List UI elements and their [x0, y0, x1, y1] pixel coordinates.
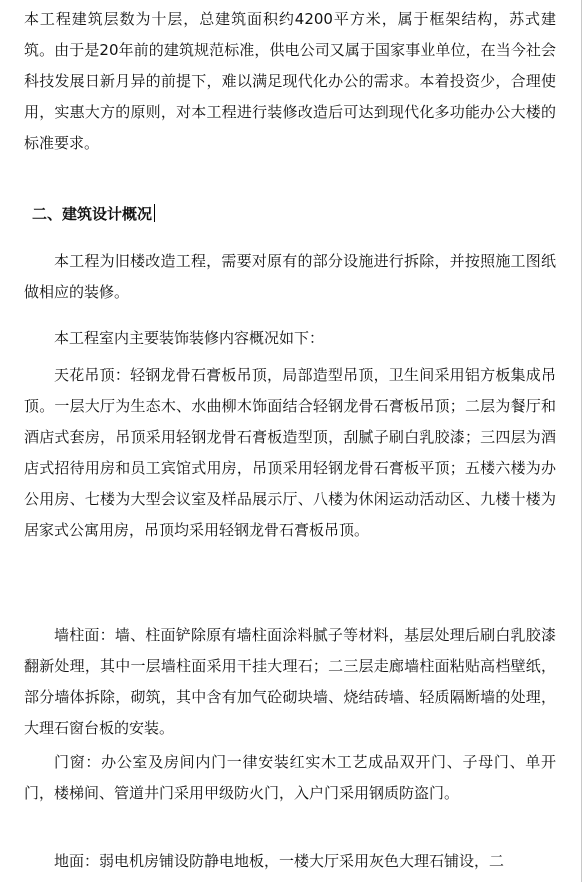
wall-paragraph: 墙柱面：墙、柱面铲除原有墙柱面涂料腻子等材料，基层处理后刷白乳胶漆翻新处理，其中一层墙柱面采用干挂大理石；二三层走廊墙柱面粘贴高档壁纸，部分墙体拆除，砌筑，其中含有加气砼砌块墙、烧结砖墙、轻质隔断墙的处理，大理石窗台板的安装。	[24, 626, 556, 737]
section-heading-text: 二、建筑设计概况	[32, 205, 153, 223]
section-heading	[32, 199, 155, 230]
intro-paragraph: 本工程建筑层数为十层，总建筑面积约4200平方米，属于框架结构，苏式建筑。由于是20年前的建筑规范标准，供电公司又属于国家事业单位，在当今社会科技发展日新月异的前提下，难以满足现代化办公的需求。本着投资少，合理使用，实惠大方的原则，对本工程进行装修改造后可达到现代化多功能办公大楼的标准要求。	[24, 10, 556, 152]
ceiling-paragraph: 天花吊顶：轻钢龙骨石膏板吊顶，局部造型吊顶，卫生间采用铝方板集成吊顶。一层大厅为生态木、水曲柳木饰面结合轻钢龙骨石膏板吊顶；二层为餐厅和酒店式套房，吊顶采用轻钢龙骨石膏板造型顶，刮腻子刷白乳胶漆；三四层为酒店式招待用房和员工宾馆式用房，吊顶采用轻钢龙骨石膏板平顶；五楼六楼为办公用房、七楼为大型会议室及样品展示厅、八楼为休闲运动活动区、九楼十楼为居家式公寓用房，吊顶均采用轻钢龙骨石膏板吊顶。	[24, 366, 556, 539]
body-paragraph-2: 本工程室内主要装饰装修内容概况如下：	[54, 329, 325, 347]
text-cursor	[154, 204, 155, 222]
body-paragraph-1: 本工程为旧楼改造工程，需要对原有的部分设施进行拆除，并按照施工图纸做相应的装修。	[24, 252, 556, 301]
floor-paragraph: 地面：弱电机房铺设防静电地板，一楼大厅采用灰色大理石铺设，二	[54, 852, 505, 870]
door-paragraph: 门窗：办公室及房间内门一律安装红实木工艺成品双开门、子母门、单开门，楼梯间、管道井门采用甲级防火门，入户门采用钢质防盗门。	[24, 753, 556, 802]
